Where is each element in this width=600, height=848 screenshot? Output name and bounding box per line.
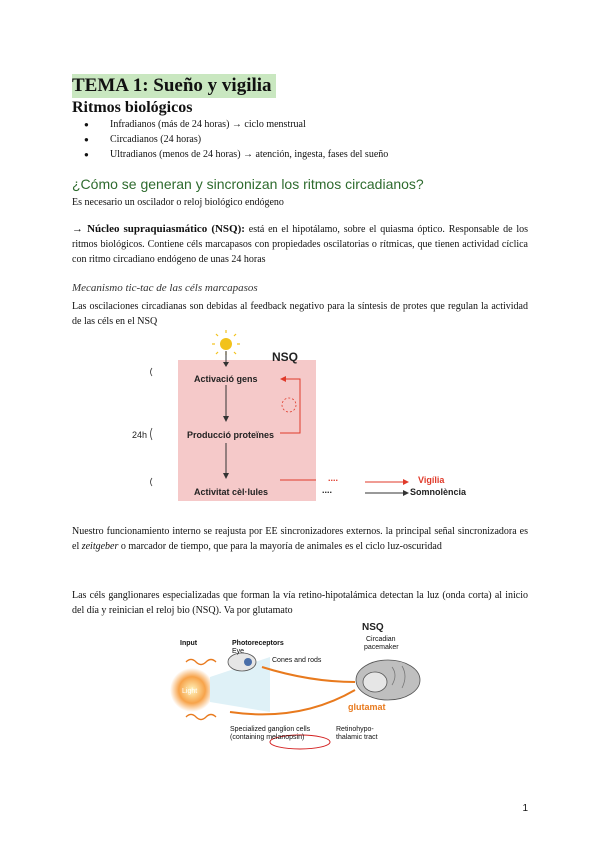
eye-label: Eye — [232, 648, 245, 655]
light-wave-top — [186, 660, 216, 665]
ganglion-label-1: Specialized ganglion cells — [230, 726, 311, 733]
glutamat-label: glutamat — [348, 702, 386, 712]
mechanism-text: Las oscilaciones circadianas son debidas al feedback negativo para la síntesis de protes que regulan la actividad de las céls en el NSQ — [72, 301, 528, 327]
cones-label: Cones and rods — [272, 657, 322, 664]
zeitgeber-term: zeitgeber — [81, 541, 119, 552]
brain-icon — [356, 660, 420, 700]
zeitgeber-paragraph — [72, 524, 528, 554]
list-item: ● Ultradianos (menos de 24 horas) → atención, ingesta, fases del sueño — [84, 147, 388, 162]
period-label: 24h — [132, 430, 148, 440]
list-item: ● Circadianos (24 horas) — [84, 132, 388, 147]
rhythm-list — [84, 117, 388, 162]
feedback-diagram-svg — [140, 330, 460, 510]
dots-red: .... — [328, 473, 339, 483]
section-heading: Ritmos biológicos — [72, 99, 193, 116]
pacemaker-label-1: Circadian — [366, 636, 396, 643]
tract-label-1: Retinohypo- — [336, 726, 374, 733]
ganglion-label-2: (containing melanopsin) — [230, 734, 305, 741]
photoreceptors-label: Photoreceptors — [232, 640, 284, 647]
mechanism-title: Mecanismo tic-tac de las céls marcapasos — [72, 282, 258, 294]
nsq-lead: → Núcleo supraquiasmático (NSQ): — [72, 223, 245, 235]
pathway-diagram — [170, 622, 430, 750]
dots-black: .... — [322, 485, 333, 495]
bracket-bottom — [151, 478, 153, 486]
nsq-paragraph — [72, 222, 528, 267]
pathway-nsq-label: NSQ — [362, 622, 384, 633]
step-produccio: Producció proteïnes — [187, 430, 275, 440]
step-activacio: Activació gens — [194, 374, 258, 384]
oscillator-text: Es necesario un oscilador o reloj biológico endógeno — [72, 197, 284, 208]
zeitgeber-text-a: Nuestro funcionamiento interno se reajusta por EE sincronizadores externos. la principal señal sincronizadora es el — [72, 526, 528, 552]
output-vigilia: Vigília — [418, 475, 445, 485]
page-title: TEMA 1: Sueño y vigilia — [72, 74, 276, 98]
ganglion-paragraph: Las céls ganglionares especializadas que forman la vía retino-hipotalámica detectan la luz (onda corta) al inicio del día y reinician el reloj bio (NSQ). Va por glutamato — [72, 590, 528, 616]
output-somnolencia: Somnolència — [410, 487, 467, 497]
output-arrow-head-2 — [403, 490, 409, 496]
output-arrow-head-1 — [403, 479, 409, 485]
photoreceptor-path — [262, 667, 355, 682]
tract-label-2: thalamic tract — [336, 734, 378, 741]
diagram-nsq-label: NSQ — [272, 350, 299, 364]
nsq-text: está en el hipotálamo, sobre el quiasma óptico. Responsable de los ritmos biológicos. Contiene céls marcapasos con propiedades oscilatorias o rítmicas, que tienen actividad cíclica con ritmo circadiano endógeno de unas 24 horas — [72, 224, 528, 265]
question-heading: ¿Cómo se generan y sincronizan los ritmos circadianos? — [72, 176, 424, 192]
eye-icon — [228, 653, 256, 671]
light-label: Light — [182, 688, 198, 695]
page-number: 1 — [522, 803, 528, 814]
feedback-diagram — [132, 330, 467, 510]
bracket-mid — [151, 428, 153, 440]
zeitgeber-text-b: o marcador de tiempo, que para la mayoría de animales es el ciclo luz-oscuridad — [118, 541, 442, 552]
pacemaker-label-2: pacemaker — [364, 644, 399, 651]
step-activitat: Activitat cèl·lules — [194, 487, 269, 497]
input-label: Input — [180, 640, 198, 647]
bracket-top — [151, 368, 153, 376]
list-item: ● Infradianos (más de 24 horas) → ciclo menstrual — [84, 117, 388, 132]
light-wave-bottom — [186, 715, 216, 720]
